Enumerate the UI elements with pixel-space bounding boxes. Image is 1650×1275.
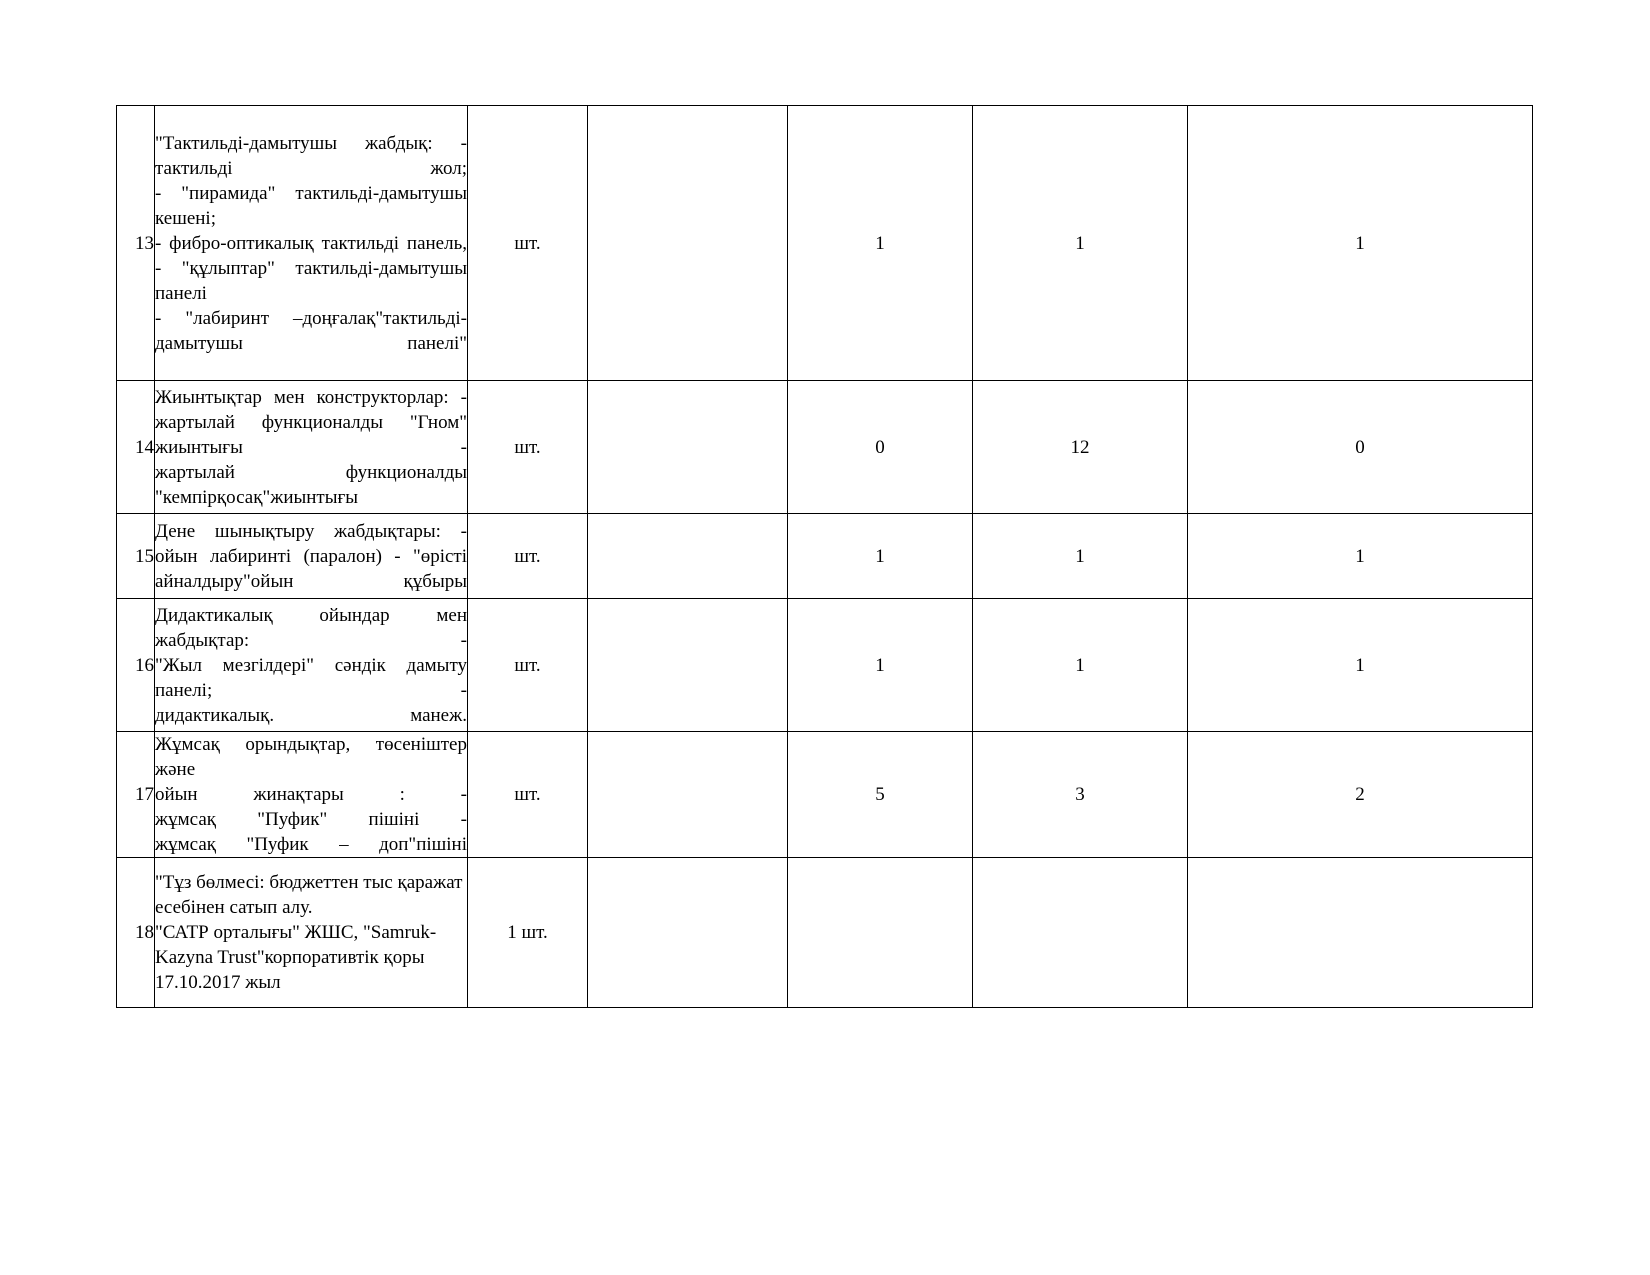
row-value-2 — [973, 858, 1188, 1008]
row-item-name: "Тактильді-дамытушы жабдық: - тактильді жол; - "пирамида" тактильді-дамытушы кешені; - фибро-оптикалық тактильді панель, - "құлыптар" тактильді-дамытушы панелі - "лабиринт –доңғалақ"тактильді- дамытушы панелі" — [155, 106, 468, 381]
row-item-name: "Тұз бөлмесі: бюджеттен тыс қаражат есебінен сатып алу. "САТР орталығы" ЖШС, "Samruk- Kazyna Trust"корпоративтік қоры 17.10.2017 жыл — [155, 858, 468, 1008]
row-unit: 1 шт. — [468, 858, 588, 1008]
row-value-2: 12 — [973, 381, 1188, 514]
row-value-3 — [1188, 858, 1533, 1008]
table-row — [117, 106, 1533, 381]
row-value-3: 2 — [1188, 732, 1533, 858]
row-number: 16 — [117, 599, 155, 732]
row-number: 17 — [117, 732, 155, 858]
row-value-1: 5 — [788, 732, 973, 858]
table-row — [117, 599, 1533, 732]
row-value-2: 3 — [973, 732, 1188, 858]
row-value-2: 1 — [973, 599, 1188, 732]
row-item-name: Жұмсақ орындықтар, төсеніштер және ойын жинақтары : - жұмсақ "Пуфик" пішіні - жұмсақ "Пуфик – доп"пішіні — [155, 732, 468, 858]
row-value-3: 1 — [1188, 514, 1533, 599]
row-value-1: 1 — [788, 106, 973, 381]
row-unit: шт. — [468, 381, 588, 514]
row-value-1 — [788, 858, 973, 1008]
row-value-1: 1 — [788, 514, 973, 599]
row-value-3: 0 — [1188, 381, 1533, 514]
row-blank-cell — [588, 858, 788, 1008]
row-item-name: Жиынтықтар мен конструкторлар: - жартылай функционалды "Гном" жиынтығы - жартылай функционалды "кемпірқосақ"жиынтығы — [155, 381, 468, 514]
row-item-name: Дене шынықтыру жабдықтары: - ойын лабиринті (паралон) - "өрісті айналдыру"ойын құбыры — [155, 514, 468, 599]
row-unit: шт. — [468, 732, 588, 858]
row-blank-cell — [588, 599, 788, 732]
row-number: 14 — [117, 381, 155, 514]
table-row — [117, 858, 1533, 1008]
row-value-2: 1 — [973, 106, 1188, 381]
row-unit: шт. — [468, 599, 588, 732]
table-row — [117, 732, 1533, 858]
row-number: 15 — [117, 514, 155, 599]
row-blank-cell — [588, 106, 788, 381]
row-value-3: 1 — [1188, 106, 1533, 381]
row-unit: шт. — [468, 514, 588, 599]
table-container — [116, 105, 1532, 1008]
table-row — [117, 514, 1533, 599]
row-blank-cell — [588, 381, 788, 514]
row-item-name: Дидактикалық ойындар мен жабдықтар: - "Жыл мезгілдері" сәндік дамыту панелі; - дидактикалық. манеж. — [155, 599, 468, 732]
inventory-table — [116, 105, 1533, 1008]
row-value-2: 1 — [973, 514, 1188, 599]
row-value-3: 1 — [1188, 599, 1533, 732]
row-value-1: 0 — [788, 381, 973, 514]
table-row — [117, 381, 1533, 514]
row-blank-cell — [588, 732, 788, 858]
row-number: 18 — [117, 858, 155, 1008]
row-number: 13 — [117, 106, 155, 381]
row-blank-cell — [588, 514, 788, 599]
row-unit: шт. — [468, 106, 588, 381]
row-value-1: 1 — [788, 599, 973, 732]
